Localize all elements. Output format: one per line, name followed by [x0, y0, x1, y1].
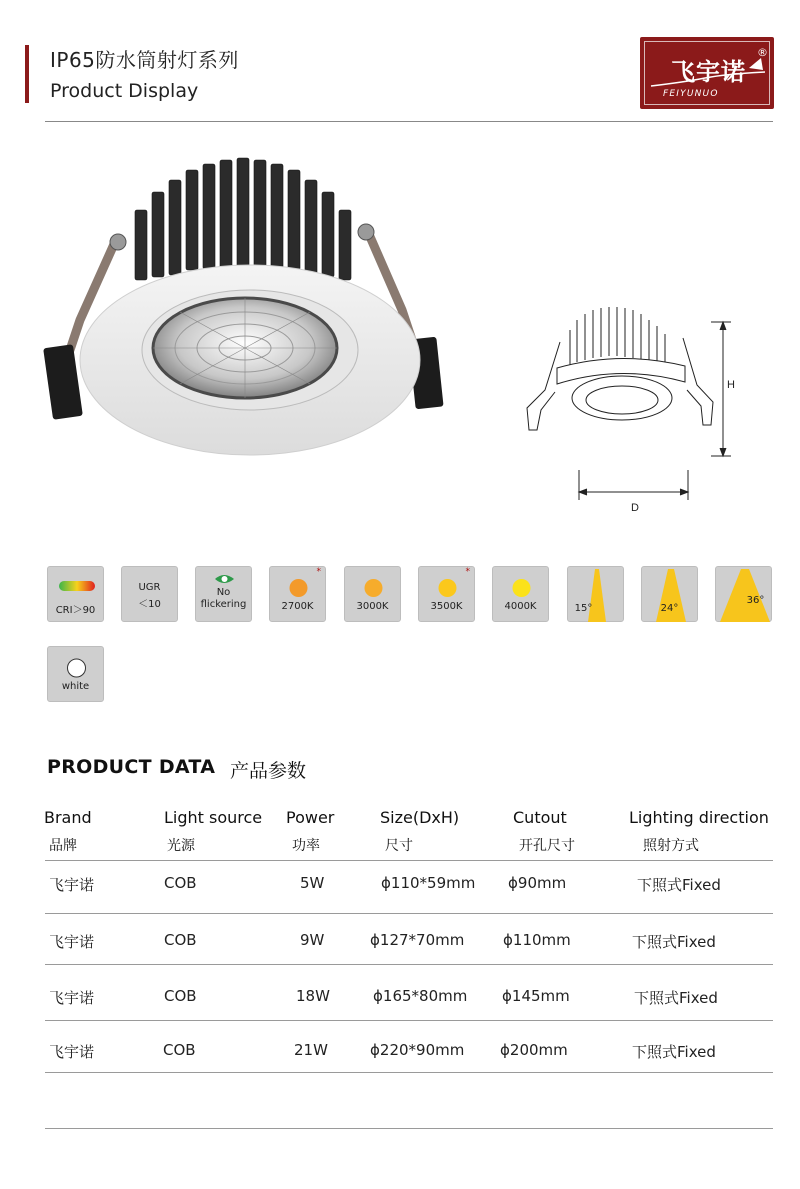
beam-24-label: 24° [660, 603, 679, 614]
white-finish-badge [47, 646, 104, 702]
beam-36-badge [715, 566, 772, 622]
dimension-diagram [515, 290, 755, 520]
col-header-power-cn: 功率 [292, 838, 320, 854]
cell-source: COB [164, 987, 197, 1005]
cell-cutout: ϕ110mm [503, 931, 571, 949]
ugr-badge [121, 566, 178, 622]
cell-power: 18W [296, 987, 330, 1005]
cell-power: 21W [294, 1041, 328, 1059]
cell-brand: 飞宇诺 [49, 989, 95, 1007]
table-divider [45, 860, 773, 861]
col-header-source: Light source [164, 808, 263, 827]
cell-direction: 下照式Fixed [632, 933, 716, 951]
cct-2700k-label: 2700K [281, 601, 314, 612]
cell-size: ϕ220*90mm [370, 1041, 465, 1059]
cell-size: ϕ127*70mm [370, 931, 465, 949]
table-divider [45, 1020, 773, 1021]
logo-text-en: FEIYUNUO [663, 89, 719, 99]
height-label: H [727, 379, 735, 391]
cell-size: ϕ110*59mm [381, 874, 476, 892]
col-header-size-cn: 尺寸 [385, 838, 413, 854]
table-divider [45, 913, 773, 914]
cri-badge [47, 566, 104, 622]
cell-cutout: ϕ145mm [502, 987, 570, 1005]
col-header-direction-cn: 照射方式 [643, 838, 699, 854]
beam-angle-icon [642, 567, 699, 623]
white-dot-icon [48, 653, 105, 683]
col-header-source-cn: 光源 [167, 838, 195, 854]
eye-icon [196, 571, 253, 587]
table-bottom-rule [45, 1128, 773, 1129]
cct-4000k-badge [492, 566, 549, 622]
col-header-brand-cn: 品牌 [49, 838, 77, 854]
product-photo [40, 150, 460, 470]
cct-3000k-badge [344, 566, 401, 622]
col-header-cutout-cn: 开孔尺寸 [519, 838, 575, 854]
beam-angle-icon [568, 567, 625, 623]
product-data-title: PRODUCT DATA [47, 756, 216, 778]
col-header-cutout: Cutout [513, 808, 567, 827]
header-divider [45, 121, 773, 122]
highlight-star: * [465, 567, 470, 577]
white-label: white [61, 681, 90, 692]
cell-source: COB [163, 1041, 196, 1059]
no-flicker-line1: No [216, 587, 231, 598]
product-data-title-cn: 产品参数 [230, 760, 307, 782]
cell-brand: 飞宇诺 [49, 876, 95, 894]
brand-logo [640, 37, 774, 109]
cct-3500k-label: 3500K [430, 601, 463, 612]
page-header [0, 0, 800, 122]
title-accent-bar [25, 45, 29, 103]
color-dot-icon [270, 573, 327, 603]
beam-15-badge [567, 566, 624, 622]
cct-3500k-badge [418, 566, 475, 622]
beam-36-label: 36° [746, 595, 765, 606]
cell-direction: 下照式Fixed [637, 876, 721, 894]
beam-24-badge [641, 566, 698, 622]
logo-registered-mark: ® [757, 46, 768, 59]
cell-cutout: ϕ200mm [500, 1041, 568, 1059]
col-header-size: Size(DxH) [380, 808, 460, 827]
page-title-en: Product Display [50, 80, 199, 102]
cct-3000k-label: 3000K [356, 601, 389, 612]
cell-source: COB [164, 931, 197, 949]
cell-direction: 下照式Fixed [634, 989, 718, 1007]
cell-cutout: ϕ90mm [508, 874, 567, 892]
col-header-power: Power [286, 808, 335, 827]
no-flicker-badge [195, 566, 252, 622]
cell-brand: 飞宇诺 [49, 933, 95, 951]
cell-source: COB [164, 874, 197, 892]
page-title-cn: IP65防水筒射灯系列 [50, 48, 239, 72]
ugr-label: UGR [138, 582, 161, 593]
highlight-star: * [316, 567, 321, 577]
cct-4000k-label: 4000K [504, 601, 537, 612]
no-flicker-line2: flickering [200, 599, 247, 610]
color-dot-icon [345, 573, 402, 603]
logo-text-cn: 飞宇诺 [671, 58, 746, 86]
cell-size: ϕ165*80mm [373, 987, 468, 1005]
cell-power: 5W [300, 874, 325, 892]
beam-15-label: 15° [574, 603, 593, 614]
col-header-brand: Brand [44, 808, 92, 827]
table-divider [45, 964, 773, 965]
cell-brand: 飞宇诺 [49, 1043, 95, 1061]
table-divider [45, 1072, 773, 1073]
cell-power: 9W [300, 931, 325, 949]
ugr-value: ＜10 [138, 599, 161, 610]
cct-2700k-badge [269, 566, 326, 622]
color-dot-icon [493, 573, 550, 603]
col-header-direction: Lighting direction [629, 808, 769, 827]
cell-direction: 下照式Fixed [632, 1043, 716, 1061]
color-dot-icon [419, 573, 476, 603]
diameter-label: D [631, 502, 639, 514]
cri-label: CRI＞90 [55, 605, 96, 616]
